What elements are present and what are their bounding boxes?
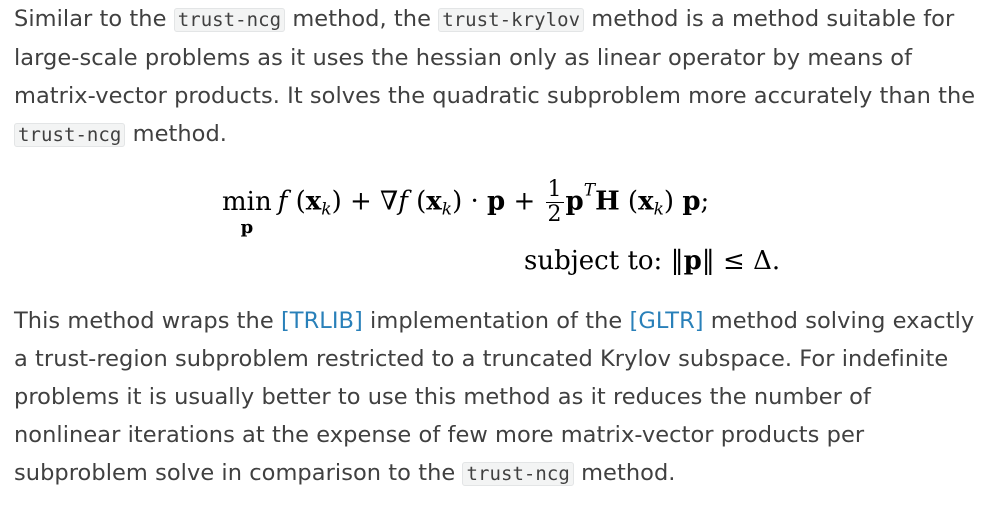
citation-link-gltr[interactable]: [GLTR] xyxy=(629,308,704,334)
paragraph-intro xyxy=(14,0,982,154)
citation-link-trlib[interactable]: [TRLIB] xyxy=(280,308,363,334)
min-subscript: p xyxy=(240,216,254,238)
inline-code-trust-ncg: trust-ncg xyxy=(14,123,125,147)
inline-code-trust-ncg: trust-ncg xyxy=(174,8,285,32)
text: This method wraps the xyxy=(14,308,281,334)
text: method. xyxy=(573,460,676,486)
text: method. xyxy=(125,121,228,147)
equation-objective: min p f $(x_k) + \nabla f$ $(x_k) \cdot p$ + $\frac{1}{2}$ $p^TH$ $(x_k)$ p; xyxy=(222,177,710,238)
min-operator: min p xyxy=(222,186,272,238)
text: implementation of the xyxy=(362,308,630,334)
inline-code-trust-ncg: trust-ncg xyxy=(462,462,573,486)
text: method solving exactly a trust-region subproblem restricted to a truncated Krylov subspace. For indefinite problems it is usually better to use this method as it reduces the number of nonlinear iterations at the expense of few more matrix-vector products per subproblem solve in comparison to the xyxy=(14,308,975,486)
text: method, the xyxy=(285,6,439,32)
inline-code-trust-krylov: trust-krylov xyxy=(438,8,584,32)
text: method is a method suitable for large-scale problems as it uses the hessian only as linear operator by means of matrix-vector products. It solves the quadratic subproblem more accurately than the xyxy=(14,6,976,109)
equation-block xyxy=(14,154,982,302)
equation-constraint: subject to: ‖p‖ ≤ Δ. xyxy=(524,246,781,276)
paragraph-trlib xyxy=(14,302,982,493)
fraction-one-half: $\frac{1}{2}$ xyxy=(547,177,562,227)
text: Similar to the xyxy=(14,6,174,32)
document-body xyxy=(14,0,982,493)
